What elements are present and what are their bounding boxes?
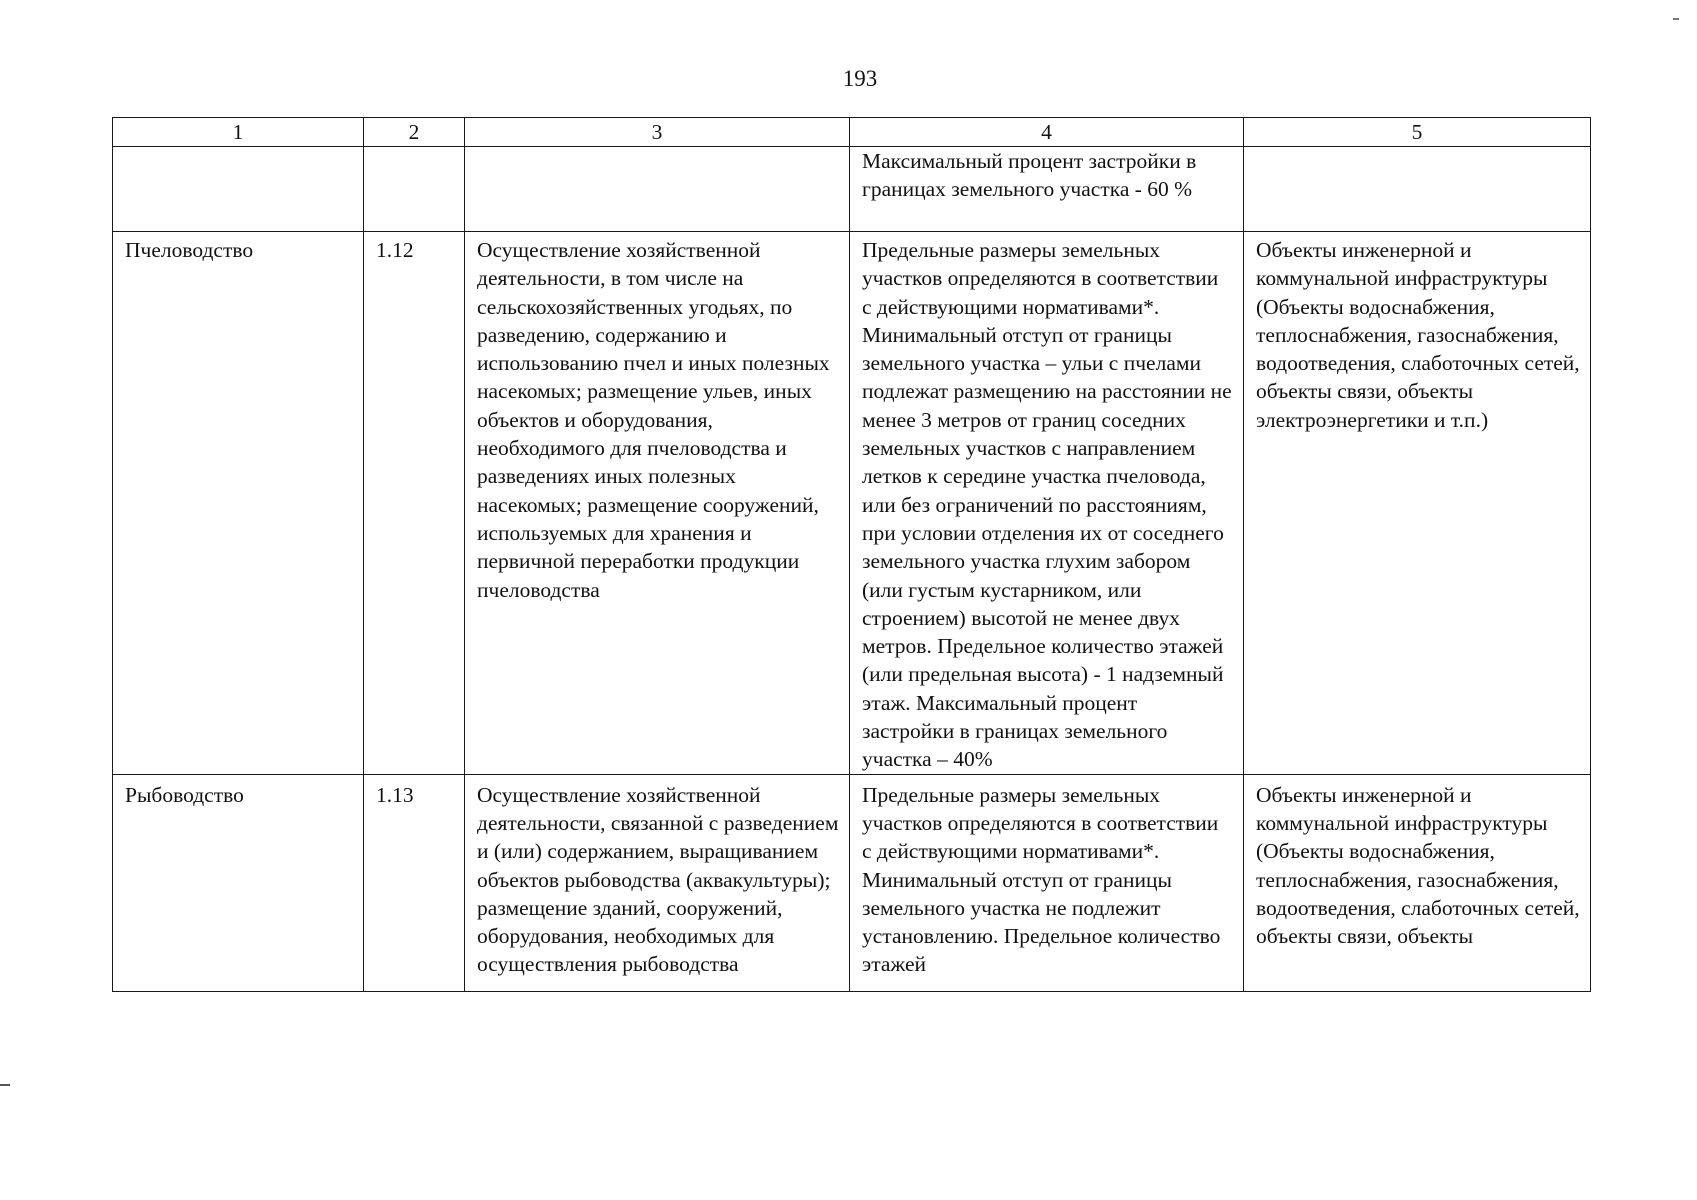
land-use-code-cell: 1.13 <box>364 774 465 991</box>
building-parameters-cell: Предельные размеры земельных участков определяются в соответствии с действующими нормативами*. Минимальный отступ от границы земельного участка – ульи с пчелами подлежат размещению на расстоянии не менее 3 метров от границ соседних земельных участков с направлением летков к середине участка пчеловода, или без ограничений по расстояниям, при условии отделения их от соседнего земельного участка глухим забором (или густым кустарником, или строением) высотой не менее двух метров. Предельное количество этажей (или предельная высота) - 1 надземный этаж. Максимальный процент застройки в границах земельного участка – 40% <box>850 232 1244 775</box>
column-header-1: 1 <box>113 118 364 147</box>
land-use-description-cell <box>465 147 850 232</box>
column-header-4: 4 <box>850 118 1244 147</box>
land-use-code-cell: 1.12 <box>364 232 465 775</box>
land-use-name-cell: Пчеловодство <box>113 232 364 775</box>
page-number: 193 <box>842 66 878 91</box>
scan-edge-mark <box>0 1084 10 1086</box>
table-header-row <box>113 118 1591 147</box>
land-use-name-cell: Рыбоводство <box>113 774 364 991</box>
land-use-description-cell: Осуществление хозяйственной деятельности, связанной с разведением и (или) содержанием, выращиванием объектов рыбоводства (аквакультуры); размещение зданий, сооружений, оборудования, необходимых для осуществления рыбоводства <box>465 774 850 991</box>
table-row <box>113 232 1591 775</box>
permitted-objects-cell: Объекты инженерной и коммунальной инфраструктуры (Объекты водоснабжения, теплоснабжения, газоснабжения, водоотведения, слаботочных сетей, объекты связи, объекты <box>1244 774 1591 991</box>
column-header-5: 5 <box>1244 118 1591 147</box>
land-use-table <box>112 117 1591 992</box>
table-row <box>113 774 1591 991</box>
column-header-3: 3 <box>465 118 850 147</box>
land-use-name-cell <box>113 147 364 232</box>
land-use-code-cell <box>364 147 465 232</box>
scan-corner-mark <box>1673 18 1679 20</box>
land-use-description-cell: Осуществление хозяйственной деятельности, в том числе на сельскохозяйственных угодьях, по разведению, содержанию и использованию пчел и иных полезных насекомых; размещение ульев, иных объектов и оборудования, необходимого для пчеловодства и разведениях иных полезных насекомых; размещение сооружений, используемых для хранения и первичной переработки продукции пчеловодства <box>465 232 850 775</box>
column-header-2: 2 <box>364 118 465 147</box>
table-row <box>113 147 1591 232</box>
building-parameters-cell: Предельные размеры земельных участков определяются в соответствии с действующими нормативами*. Минимальный отступ от границы земельного участка не подлежит установлению. Предельное количество этажей <box>850 774 1244 991</box>
building-parameters-cell: Максимальный процент застройки в границах земельного участка - 60 % <box>850 147 1244 232</box>
permitted-objects-cell: Объекты инженерной и коммунальной инфраструктуры (Объекты водоснабжения, теплоснабжения, газоснабжения, водоотведения, слаботочных сетей, объекты связи, объекты электроэнергетики и т.п.) <box>1244 232 1591 775</box>
permitted-objects-cell <box>1244 147 1591 232</box>
